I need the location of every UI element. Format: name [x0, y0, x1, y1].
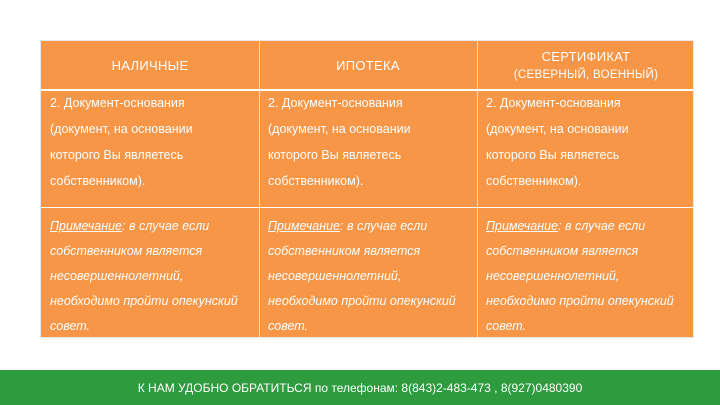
cell-line: (документ, на основании [486, 122, 629, 136]
cell-line: совет. [486, 319, 527, 333]
cell-line: необходимо пройти опекунский [268, 294, 456, 308]
note-cell-mortgage [268, 219, 473, 337]
cell-line: (документ, на основании [268, 122, 411, 136]
note-first-line [268, 219, 427, 233]
cell-line: совет. [50, 319, 91, 333]
cell-line: : в случае если [340, 219, 428, 233]
contact-footer [0, 370, 720, 405]
cell-line: которого Вы являетесь [268, 148, 402, 162]
cell-line: собственником). [268, 174, 364, 188]
cell-line: несовершеннолетний, [486, 269, 620, 283]
cell-line: необходимо пройти опекунский [486, 294, 674, 308]
header-cash [41, 41, 259, 89]
cell-line: которого Вы являетесь [50, 148, 184, 162]
header-certificate [477, 41, 695, 89]
row-divider [41, 207, 693, 208]
cell-line: несовершеннолетний, [268, 269, 402, 283]
cell-line: собственником является [50, 244, 203, 258]
cell-line: собственником является [486, 244, 639, 258]
cell-line: необходимо пройти опекунский [50, 294, 238, 308]
header-subtitle: (СЕВЕРНЫЙ, ВОЕННЫЙ) [513, 69, 659, 81]
cell-line: 2. Документ-основания [50, 96, 185, 110]
note-label: Примечание [50, 219, 122, 233]
cell-line: 2. Документ-основания [268, 96, 403, 110]
cell-line: собственником). [486, 174, 582, 188]
note-label: Примечание [268, 219, 340, 233]
note-cell-certificate [486, 219, 691, 337]
doc-cell-mortgage [268, 96, 473, 206]
cell-line: собственником является [268, 244, 421, 258]
header-mortgage [259, 41, 477, 89]
cell-line: совет. [268, 319, 309, 333]
note-label: Примечание [486, 219, 558, 233]
cell-line: : в случае если [558, 219, 646, 233]
cell-line: несовершеннолетний, [50, 269, 184, 283]
cell-line: которого Вы являетесь [486, 148, 620, 162]
header-divider [41, 89, 693, 91]
header-title: НАЛИЧНЫЕ [111, 57, 189, 73]
cell-line: 2. Документ-основания [486, 96, 621, 110]
cell-line: собственником). [50, 174, 146, 188]
doc-cell-certificate [486, 96, 691, 206]
cell-line: : в случае если [122, 219, 210, 233]
cell-line: (документ, на основании [50, 122, 193, 136]
note-first-line [50, 219, 209, 233]
documents-table [40, 40, 694, 338]
header-title: ИПОТЕКА [336, 57, 400, 73]
footer-text: К НАМ УДОБНО ОБРАТИТЬСЯ по телефонам: 8(843)2-483-473 , 8(927)0480390 [137, 380, 583, 395]
header-title: СЕРТИФИКАТ [541, 49, 631, 64]
note-first-line [486, 219, 645, 233]
doc-cell-cash [50, 96, 255, 206]
note-cell-cash [50, 219, 255, 337]
